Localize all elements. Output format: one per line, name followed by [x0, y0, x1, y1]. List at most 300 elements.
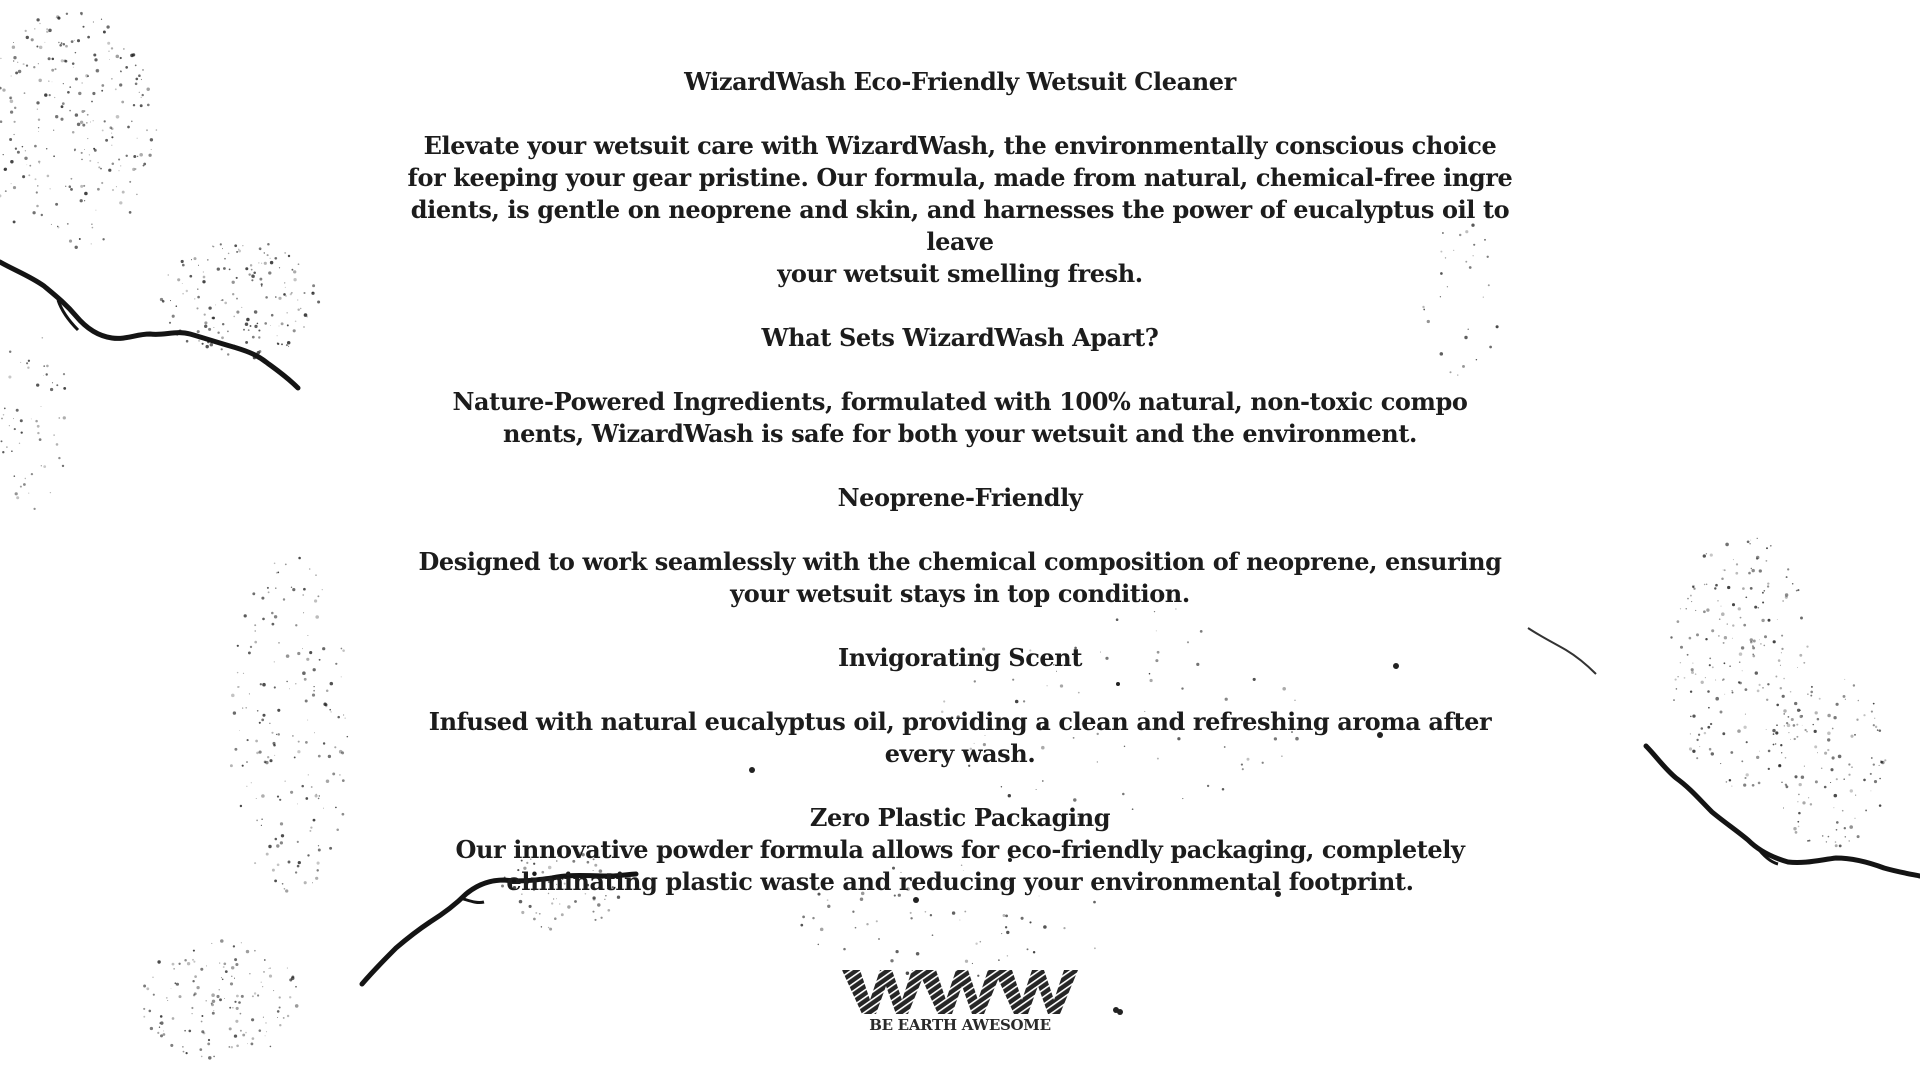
speckle [58, 417, 60, 419]
speckle [1776, 724, 1778, 726]
speckle [159, 1022, 161, 1024]
speckle [313, 668, 316, 671]
speckle [1836, 821, 1839, 824]
speckle [213, 246, 215, 248]
speckle [0, 120, 2, 123]
speckle [91, 101, 93, 103]
speckle [328, 755, 331, 758]
speckle [97, 162, 98, 163]
speckle [279, 996, 281, 998]
speckle [1732, 624, 1734, 626]
speckle [67, 91, 70, 94]
speckle [1689, 637, 1692, 640]
speckle [17, 151, 20, 154]
speckle [97, 188, 100, 191]
speckle [150, 138, 153, 141]
speckle [213, 327, 214, 328]
speckle [315, 574, 316, 575]
speckle [42, 337, 44, 339]
speckle [317, 862, 320, 865]
speckle [910, 912, 912, 914]
speckle [53, 434, 54, 435]
speckle [1764, 635, 1767, 638]
speckle [254, 325, 257, 328]
speckle [266, 853, 269, 856]
speckle [193, 961, 195, 963]
speckle [1739, 661, 1741, 663]
speckle [55, 115, 58, 118]
speckle [259, 278, 262, 281]
speckle [90, 121, 91, 122]
speckle [253, 272, 256, 275]
speckle [81, 110, 84, 113]
speckle [521, 911, 524, 914]
speckle [1870, 790, 1871, 791]
speckle [1875, 726, 1877, 728]
speckle [216, 995, 219, 998]
speckle [1739, 652, 1743, 656]
speckle [1768, 750, 1771, 753]
speckle [277, 733, 280, 736]
speckle [10, 110, 13, 113]
speckle [556, 898, 557, 899]
speckle [192, 980, 194, 982]
speckle [1783, 713, 1785, 715]
speckle [120, 57, 122, 59]
speckle [316, 869, 318, 871]
speckle [1742, 670, 1743, 671]
speckle [255, 740, 258, 743]
speckle [554, 917, 557, 920]
speckle [322, 647, 325, 650]
speckle [297, 652, 300, 655]
speckle [63, 43, 66, 46]
speckle [280, 822, 283, 825]
speckle [119, 83, 122, 86]
speckle [1729, 780, 1730, 781]
speckle [1810, 695, 1812, 697]
speckle [137, 156, 138, 157]
speckle [1848, 763, 1850, 765]
speckle [295, 683, 296, 684]
speckle [519, 900, 523, 904]
speckle [21, 431, 23, 433]
speckle [1814, 730, 1817, 733]
speckle [276, 734, 277, 735]
speckle [1755, 671, 1758, 674]
speckle [29, 165, 31, 167]
speckle [1842, 810, 1844, 812]
speckle [553, 898, 554, 899]
speckle [1029, 921, 1031, 923]
speckle [82, 83, 83, 84]
speckle [1754, 606, 1757, 609]
speckle [307, 720, 308, 721]
speckle [275, 587, 276, 588]
spacer [400, 610, 1520, 642]
speckle [1712, 666, 1714, 668]
speckle [1718, 635, 1720, 637]
speckle [291, 292, 293, 294]
speckle [142, 69, 144, 71]
speckle [250, 646, 252, 648]
speckle [143, 1016, 145, 1018]
speckle [44, 42, 45, 43]
speckle [1854, 818, 1855, 819]
speckle [37, 432, 39, 434]
speckle [193, 950, 195, 952]
speckle [9, 96, 12, 99]
speckle [271, 732, 273, 734]
speckle [285, 564, 287, 566]
speckle [1701, 727, 1704, 730]
speckle [277, 343, 279, 345]
speckle [243, 673, 244, 674]
spacer [400, 98, 1520, 130]
speckle [1797, 801, 1798, 802]
speckle [314, 599, 317, 602]
speckle [211, 993, 215, 997]
speckle [325, 703, 328, 706]
speckle [23, 63, 25, 65]
speckle [16, 496, 19, 499]
speckle [267, 587, 269, 589]
speckle [242, 708, 243, 709]
speckle [1863, 714, 1865, 716]
speckle [238, 1001, 241, 1004]
speckle [334, 746, 336, 748]
speckle [269, 723, 270, 724]
speckle [318, 798, 320, 800]
speckle [69, 185, 72, 188]
speckle [342, 649, 345, 652]
speckle [63, 373, 65, 375]
speckle [182, 293, 184, 295]
speckle [1772, 729, 1775, 732]
speckle [229, 1046, 231, 1048]
speckle [1783, 808, 1784, 809]
speckle [131, 121, 133, 123]
speckle [1705, 638, 1707, 640]
speckle [1719, 618, 1721, 620]
speckle [295, 871, 297, 873]
speckle [1033, 951, 1035, 953]
speckle [910, 917, 912, 919]
speckle [107, 42, 110, 45]
speckle [600, 917, 602, 919]
speckle [257, 323, 259, 325]
speckle [35, 178, 37, 180]
speckle [43, 375, 44, 376]
speckle [252, 592, 255, 595]
speckle [222, 323, 224, 325]
speckle [1673, 699, 1675, 701]
speckle [78, 92, 81, 95]
speckle [269, 967, 270, 968]
speckle [533, 918, 536, 921]
speckle [291, 587, 292, 588]
speckle [1797, 589, 1799, 591]
speckle [1798, 794, 1800, 796]
speckle [240, 1030, 242, 1032]
speckle [1005, 915, 1008, 918]
speckle [305, 797, 308, 800]
speckle [1830, 768, 1833, 771]
speckle [323, 808, 324, 809]
speckle [1113, 1007, 1119, 1013]
speckle [143, 165, 145, 167]
speckle [211, 1003, 214, 1006]
speckle [170, 1044, 173, 1047]
speckle [1879, 804, 1882, 807]
speckle [54, 97, 55, 98]
speckle [285, 889, 288, 892]
speckle [271, 314, 274, 317]
speckle [72, 62, 75, 65]
speckle [302, 594, 304, 596]
speckle [1811, 686, 1813, 688]
speckle [1843, 778, 1845, 780]
speckle [224, 258, 226, 260]
speckle [1739, 682, 1742, 685]
speckle [1827, 749, 1829, 751]
speckle [219, 998, 222, 1001]
speckle [11, 183, 12, 184]
speckle [258, 329, 260, 331]
speckle [10, 100, 14, 104]
speckle [56, 443, 59, 446]
speckle [295, 624, 297, 626]
feature-packaging-text: Our innovative powder formula allows for eco-friendly packaging, completely eliminating plastic waste and reducing your environmental footprint. [455, 835, 1465, 896]
speckle [1826, 841, 1827, 842]
speckle [1793, 724, 1796, 727]
speckle [1752, 784, 1755, 787]
speckle [208, 306, 211, 309]
speckle [1726, 781, 1728, 783]
speckle [303, 612, 304, 613]
speckle [277, 863, 280, 866]
speckle [1794, 702, 1797, 705]
speckle [242, 245, 243, 246]
speckle [194, 257, 197, 260]
speckle [1808, 797, 1809, 798]
speckle [3, 154, 4, 155]
speckle [1801, 775, 1804, 778]
speckle [173, 968, 174, 969]
speckle [549, 928, 552, 931]
speckle [270, 325, 271, 326]
speckle [84, 200, 85, 201]
speckle [1698, 734, 1700, 736]
speckle [133, 104, 135, 106]
speckle [1767, 585, 1769, 587]
speckle [1836, 778, 1838, 780]
speckle [231, 694, 235, 698]
speckle [38, 63, 39, 64]
speckle [303, 292, 305, 294]
speckle [257, 710, 259, 712]
speckle [63, 416, 66, 419]
speckle [1791, 718, 1794, 721]
spacer [400, 450, 1520, 482]
speckle [212, 317, 215, 320]
speckle [14, 121, 16, 123]
speckle [1807, 840, 1809, 842]
speckle [347, 736, 349, 738]
speckle [1804, 766, 1805, 767]
speckle [1692, 714, 1695, 717]
speckle [283, 1017, 285, 1019]
speckle [289, 996, 291, 998]
speckle [305, 741, 308, 744]
speckle [1775, 743, 1776, 744]
speckle [251, 782, 252, 783]
speckle [108, 51, 109, 52]
speckle [125, 66, 128, 69]
speckle [93, 21, 94, 22]
speckle [126, 155, 128, 157]
speckle [241, 307, 242, 308]
speckle [1723, 642, 1725, 644]
speckle [13, 56, 16, 59]
speckle [1830, 782, 1831, 783]
speckle [1752, 655, 1755, 658]
speckle [265, 1035, 266, 1036]
speckle [122, 191, 125, 194]
speckle [592, 911, 594, 913]
speckle [1677, 620, 1680, 623]
speckle [194, 975, 197, 978]
speckle [221, 336, 224, 339]
speckle [34, 28, 35, 29]
speckle [297, 308, 299, 310]
speckle [92, 227, 94, 229]
speckle [220, 243, 222, 245]
speckle [1746, 741, 1748, 743]
speckle [234, 748, 237, 751]
speckle [148, 154, 151, 157]
speckle [135, 65, 137, 67]
speckle [1787, 568, 1789, 570]
speckle [1752, 647, 1755, 650]
speckle [270, 1046, 272, 1048]
speckle [1693, 588, 1695, 590]
speckle [46, 373, 48, 375]
speckle [288, 861, 291, 864]
speckle [1804, 729, 1806, 731]
speckle [1799, 654, 1802, 657]
speckle [294, 756, 296, 758]
speckle [224, 302, 227, 305]
speckle [231, 1046, 233, 1048]
intro-paragraph: Elevate your wetsuit care with WizardWash, the environmentally conscious choice for keeping your gear pristine. Our formula, made from natural, chemical-free ingre dients, is gentle on neoprene and skin, and harnesses the power of eucalyptus oil to leave your wetsuit smelling fresh. [407, 131, 1513, 288]
speckle [75, 113, 78, 116]
speckle [1832, 756, 1835, 759]
speckle [277, 1010, 280, 1013]
speckle [309, 830, 311, 832]
speckle [329, 847, 332, 850]
speckle [1751, 568, 1752, 569]
speckle [5, 190, 7, 192]
speckle [25, 478, 26, 479]
speckle [285, 287, 286, 288]
speckle [263, 1017, 264, 1018]
speckle [1839, 844, 1842, 847]
speckle [265, 296, 268, 299]
speckle [285, 295, 286, 296]
speckle [1743, 726, 1746, 729]
speckle [1680, 662, 1681, 663]
speckle [1873, 703, 1875, 705]
speckle [567, 905, 570, 908]
speckle [81, 159, 83, 161]
speckle [827, 905, 830, 908]
speckle [1781, 635, 1783, 637]
speckle [41, 406, 42, 407]
speckle [179, 995, 182, 998]
speckle [236, 277, 238, 279]
speckle [279, 799, 281, 801]
speckle [1832, 728, 1834, 730]
speckle [192, 959, 194, 961]
speckle [281, 322, 284, 325]
speckle [101, 90, 103, 92]
speckle [1817, 718, 1820, 721]
speckle [91, 243, 92, 244]
speckle [220, 939, 224, 943]
speckle [75, 52, 77, 54]
speckle [1836, 703, 1839, 706]
speckle [1873, 724, 1875, 726]
speckle [284, 888, 286, 890]
speckle [1686, 608, 1687, 609]
speckle [171, 988, 172, 989]
speckle [827, 899, 829, 901]
speckle [249, 693, 250, 694]
speckle [6, 446, 8, 448]
speckle [1803, 662, 1805, 664]
speckle [303, 588, 306, 591]
speckle [141, 79, 142, 80]
speckle [142, 94, 144, 96]
speckle [182, 264, 185, 267]
speckle [1732, 690, 1733, 691]
speckle [261, 982, 262, 983]
speckle [273, 990, 274, 991]
speckle [1822, 835, 1824, 837]
speckle [201, 1030, 204, 1033]
speckle [1778, 764, 1781, 767]
speckle [1799, 783, 1802, 786]
speckle [108, 169, 111, 172]
speckle [298, 263, 300, 265]
speckle [1844, 827, 1846, 829]
speckle [1720, 763, 1721, 764]
speckle [82, 124, 85, 127]
speckle [262, 986, 263, 987]
speckle [287, 1015, 289, 1017]
speckle [1759, 569, 1762, 572]
speckle [1851, 766, 1852, 767]
speckle [85, 74, 88, 77]
speckle [297, 750, 300, 753]
speckle [38, 79, 41, 82]
speckle [291, 269, 293, 271]
speckle [952, 911, 955, 914]
speckle [1844, 679, 1845, 680]
speckle [1880, 760, 1881, 761]
speckle [96, 69, 100, 73]
